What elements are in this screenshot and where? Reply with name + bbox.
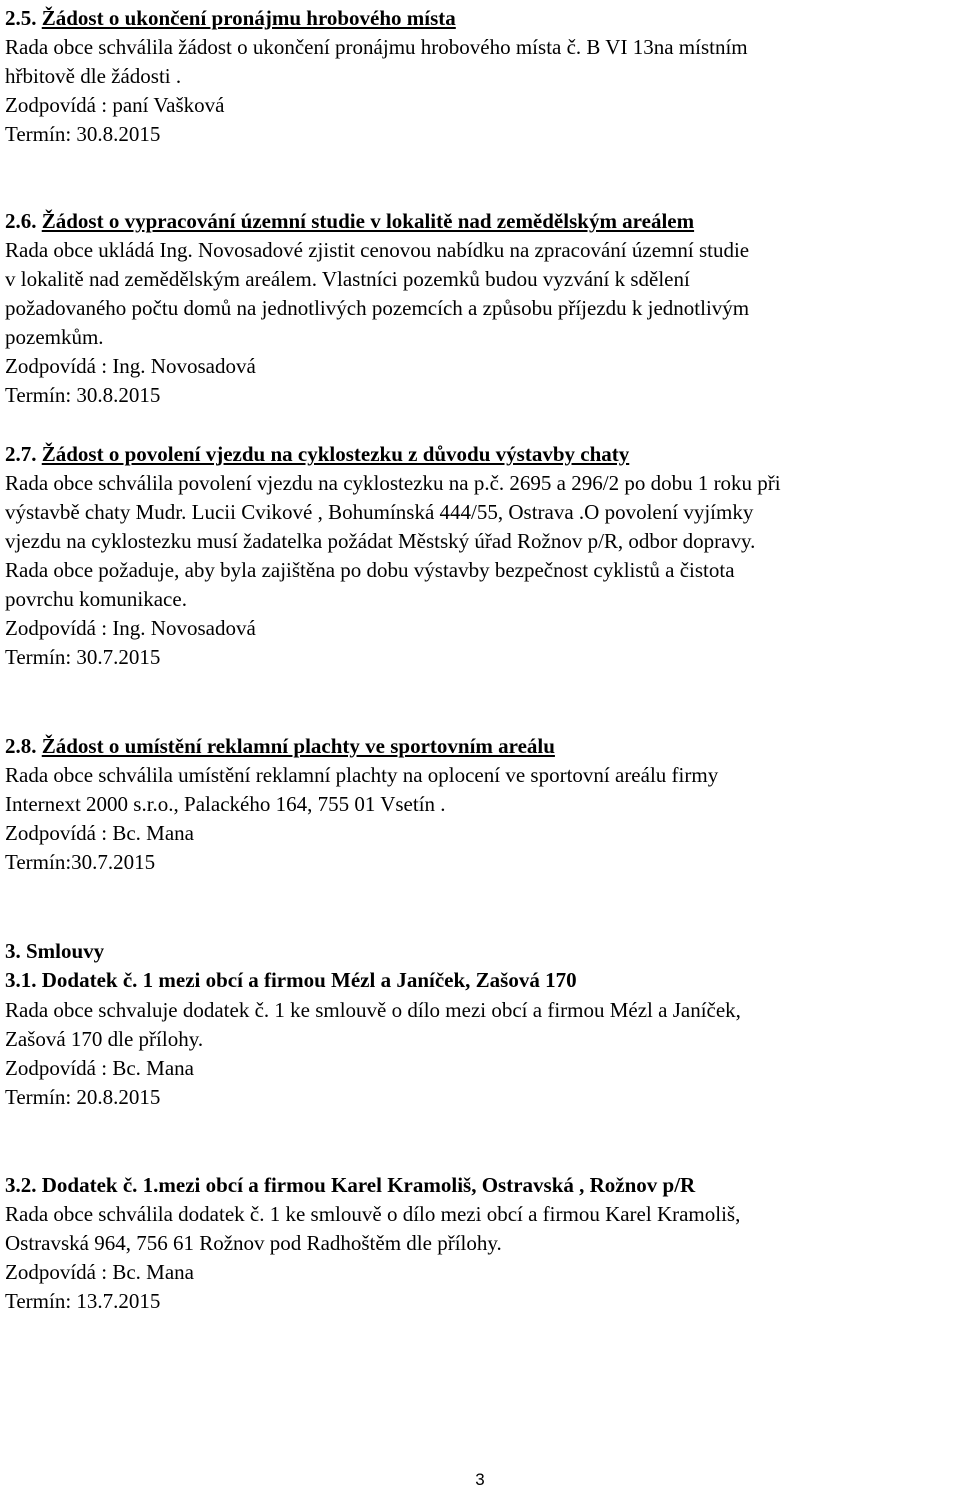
section-line: Rada obce schvaluje dodatek č. 1 ke smlouvě o dílo mezi obcí a firmou Mézl a Janíček, [5, 998, 741, 1022]
section-line: Rada obce schválila povolení vjezdu na cyklostezku na p.č. 2695 a 296/2 po dobu 1 roku při [5, 471, 781, 495]
heading-number: 2.7. [5, 442, 37, 466]
section-line: vjezdu na cyklostezku musí žadatelka požádat Městský úřad Rožnov p/R, odbor dopravy. [5, 529, 756, 553]
deadline-line: Termín: 30.7.2015 [5, 645, 161, 669]
section-line: pozemkům. [5, 325, 104, 349]
deadline-line: Termín:30.7.2015 [5, 850, 156, 874]
deadline-line: Termín: 13.7.2015 [5, 1289, 161, 1313]
section-heading-2-5 [5, 4, 456, 33]
section-line: Rada obce schválila umístění reklamní plachty na oplocení ve sportovní areálu firmy [5, 763, 719, 787]
responsible-line: Zodpovídá : Bc. Mana [5, 1260, 194, 1284]
contract-heading-3-2: 3.2. Dodatek č. 1.mezi obcí a firmou Karel Kramoliš, Ostravská , Rožnov p/R [5, 1173, 696, 1197]
section-line: požadovaného počtu domů na jednotlivých pozemcích a způsobu příjezdu k jednotlivým [5, 296, 750, 320]
chapter-title: 3. Smlouvy [5, 939, 105, 963]
heading-title: Žádost o povolení vjezdu na cyklostezku z důvodu výstavby chaty [41, 442, 630, 466]
section-heading-2-8 [5, 732, 555, 761]
section-line: Ostravská 964, 756 61 Rožnov pod Radhoštěm dle přílohy. [5, 1231, 502, 1255]
page-number: 3 [475, 1470, 485, 1489]
section-line: Internext 2000 s.r.o., Palackého 164, 755 01 Vsetín . [5, 792, 446, 816]
section-line: Rada obce ukládá Ing. Novosadové zjistit cenovou nabídku na zpracování územní studie [5, 238, 750, 262]
heading-title: Žádost o vypracování územní studie v lokalitě nad zemědělským areálem [41, 209, 695, 233]
section-line: povrchu komunikace. [5, 587, 187, 611]
section-heading-2-6 [5, 207, 694, 236]
section-line: Zašová 170 dle přílohy. [5, 1027, 204, 1051]
section-line: Rada obce požaduje, aby byla zajištěna po dobu výstavby bezpečnost cyklistů a čistota [5, 558, 735, 582]
responsible-line: Zodpovídá : Bc. Mana [5, 1056, 194, 1080]
contract-heading-3-1: 3.1. Dodatek č. 1 mezi obcí a firmou Mézl a Janíček, Zašová 170 [5, 968, 577, 992]
heading-number: 2.8. [5, 734, 37, 758]
responsible-line: Zodpovídá : Ing. Novosadová [5, 354, 256, 378]
responsible-line: Zodpovídá : paní Vašková [5, 93, 225, 117]
deadline-line: Termín: 30.8.2015 [5, 122, 161, 146]
heading-number: 2.5. [5, 6, 37, 30]
heading-title: Žádost o ukončení pronájmu hrobového místa [41, 6, 456, 30]
section-heading-2-7 [5, 440, 629, 469]
section-line: Rada obce schválila dodatek č. 1 ke smlouvě o dílo mezi obcí a firmou Karel Kramoliš, [5, 1202, 741, 1226]
heading-title: Žádost o umístění reklamní plachty ve sportovním areálu [41, 734, 555, 758]
deadline-line: Termín: 20.8.2015 [5, 1085, 161, 1109]
deadline-line: Termín: 30.8.2015 [5, 383, 161, 407]
heading-number: 2.6. [5, 209, 37, 233]
section-line: výstavbě chaty Mudr. Lucii Cvikové , Bohumínská 444/55, Ostrava .O povolení vyjímky [5, 500, 754, 524]
section-line: v lokalitě nad zemědělským areálem. Vlastníci pozemků budou vyzvání k sdělení [5, 267, 690, 291]
responsible-line: Zodpovídá : Ing. Novosadová [5, 616, 256, 640]
section-line: hřbitově dle žádosti . [5, 64, 182, 88]
section-line: Rada obce schválila žádost o ukončení pronájmu hrobového místa č. B VI 13na místním [5, 35, 748, 59]
responsible-line: Zodpovídá : Bc. Mana [5, 821, 194, 845]
